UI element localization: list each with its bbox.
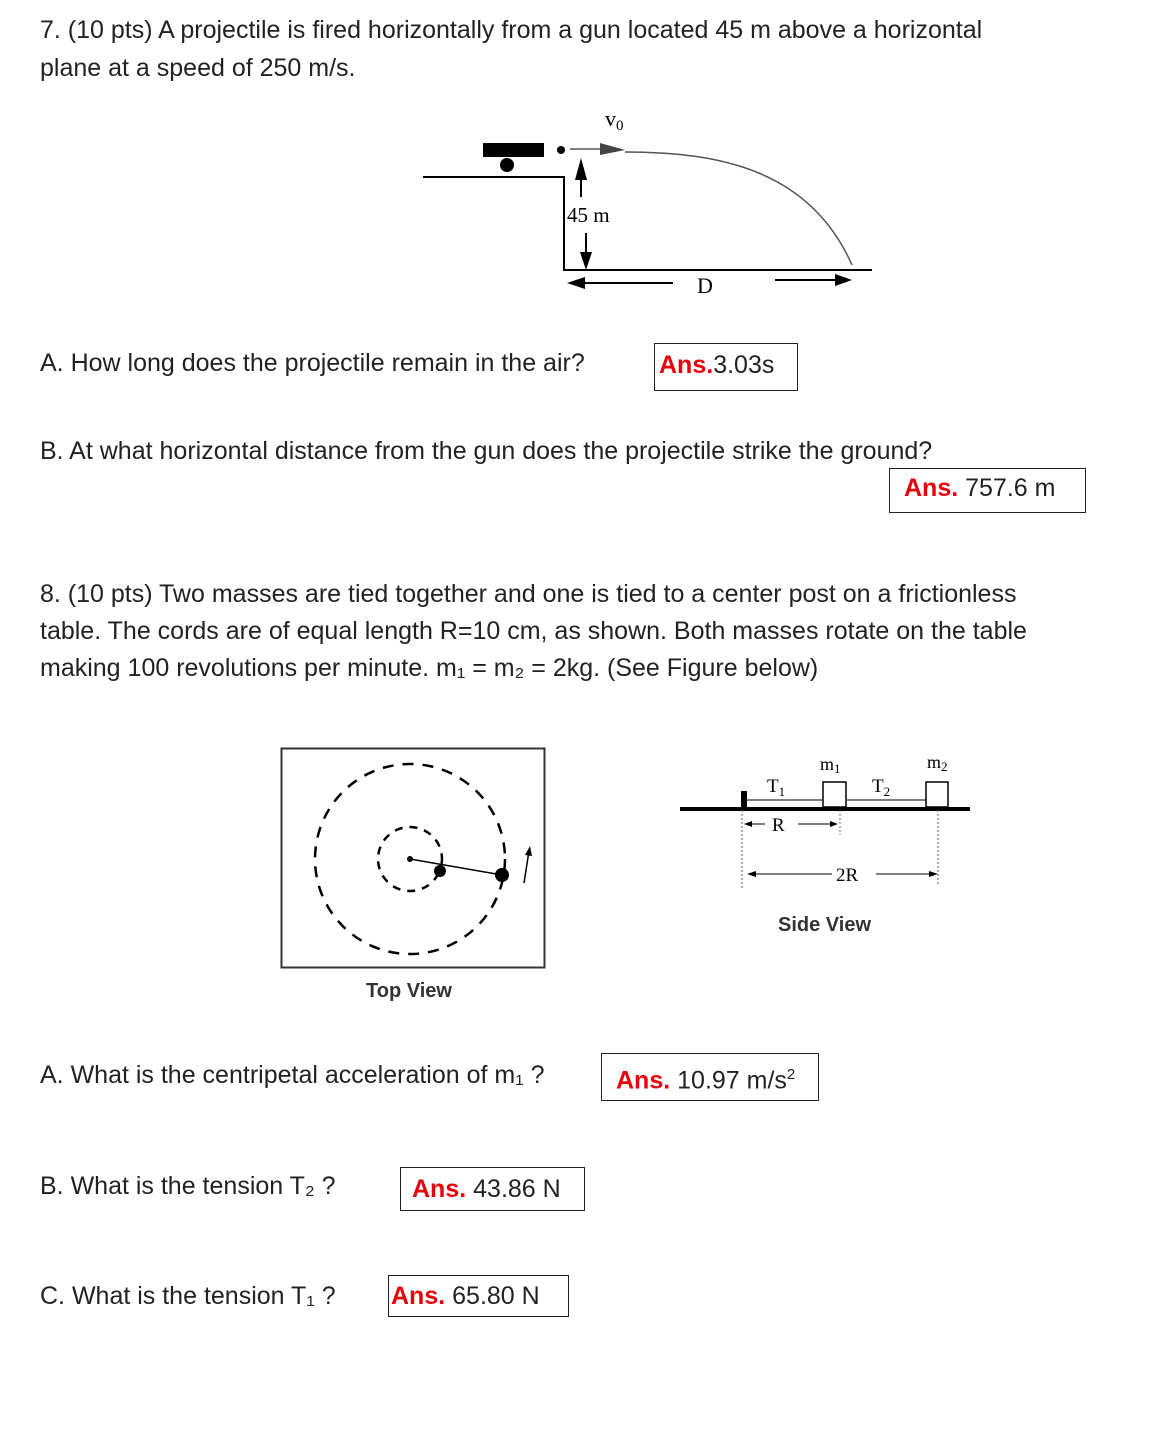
top-view-figure [280,747,548,971]
top-view-caption: Top View [366,980,452,1002]
height-label: 45 m [567,203,610,227]
projectile-figure [420,100,880,300]
svg-text:T2: $T_2$ [872,776,891,799]
svg-text:v0: v0 [605,106,624,134]
q8b-question: B. What is the tension T₂ ? [40,1172,336,1200]
side-view-caption: Side View [778,914,872,936]
q7-text-line2: plane at a speed of 250 m/s. [40,54,356,82]
q8a-answer-box: Ans. 10.97 $m/s^2$ [601,1053,819,1101]
svg-text:m1: m1 [820,754,841,776]
svg-text:m2: m2 [927,752,948,774]
q7a-question: A. How long does the projectile remain in the air? [40,349,585,377]
q8c-question: C. What is the tension T₁ ? [40,1282,336,1310]
side-view-figure [670,740,980,900]
distance-label: D [697,273,713,298]
q7b-question: B. At what horizontal distance from the gun does the projectile strike the ground? [40,437,933,465]
q8-text-line3: making 100 revolutions per minute. m₁ = m₂ = 2kg. (See Figure below) [40,654,819,682]
q8-text-line1: 8. (10 pts) Two masses are tied together and one is tied to a center post on a frictionless [40,580,1017,608]
svg-text:T1: $T_1$ [767,776,786,799]
q7-text-line1: 7. (10 pts) A projectile is fired horizontally from a gun located 45 m above a horizontal [40,16,983,44]
q8b-answer-box: Ans. 43.86 N [400,1167,585,1211]
q8c-answer-box: Ans. 65.80 N [388,1275,569,1317]
q7b-answer-box: Ans. 757.6 m [889,468,1086,513]
svg-text:2R: 2R [836,865,859,886]
q7a-answer-box: Ans.3.03s [654,343,798,391]
svg-text:R: R [772,815,785,836]
q8-text-line2: table. The cords are of equal length R=10 cm, as shown. Both masses rotate on the table [40,617,1027,645]
q8a-question: A. What is the centripetal acceleration of m₁ ? [40,1061,545,1089]
